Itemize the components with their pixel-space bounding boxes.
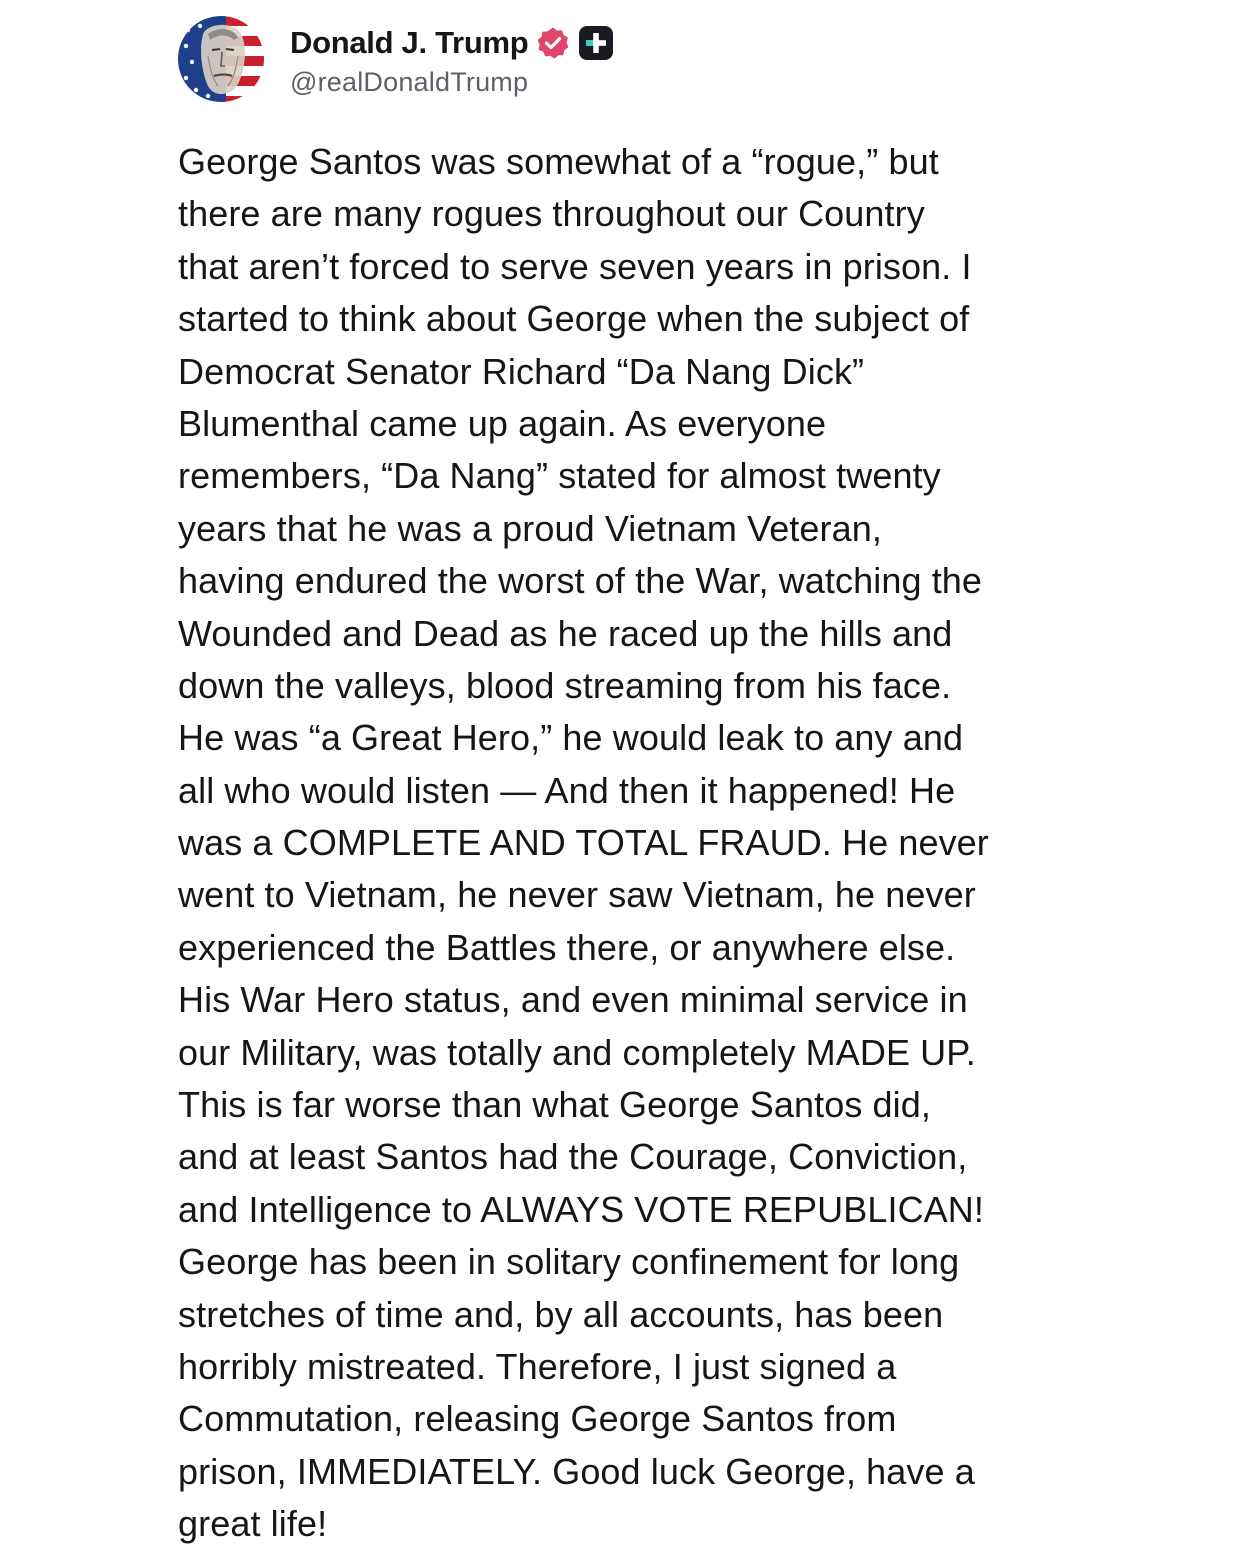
post-body-line: went to Vietnam, he never saw Vietnam, he never — [178, 874, 976, 916]
post-body-line: George has been in solitary confinement for long — [178, 1241, 960, 1283]
post-body-line: stretches of time and, by all accounts, has been — [178, 1293, 944, 1335]
post-body-line: experienced the Battles there, or anywhere else. — [178, 926, 956, 968]
post-body-line: there are many rogues throughout our Country — [178, 193, 925, 235]
post-body-line: and at least Santos had the Courage, Conviction, — [178, 1136, 968, 1178]
avatar[interactable] — [178, 16, 264, 102]
verified-badge-icon — [536, 26, 570, 60]
author-display-name[interactable]: Donald J. Trump — [290, 24, 529, 60]
post-body-line: all who would listen — And then it happened! He — [178, 769, 956, 811]
post-body-line: This is far worse than what George Santos did, — [178, 1084, 931, 1126]
post-body-line: our Military, was totally and completely MADE UP. — [178, 1031, 976, 1073]
post-body-line: horribly mistreated. Therefore, I just signed a — [178, 1345, 897, 1387]
post-body — [178, 136, 1218, 1551]
post-body-line: His War Hero status, and even minimal service in — [178, 979, 968, 1021]
post-body-line: prison, IMMEDIATELY. Good luck George, have a — [178, 1450, 975, 1492]
post-body-line: and Intelligence to ALWAYS VOTE REPUBLICAN! — [178, 1188, 984, 1230]
post-body-line: Blumenthal came up again. As everyone — [178, 402, 827, 444]
name-row — [290, 21, 614, 65]
post-body-line: He was “a Great Hero,” he would leak to any and — [178, 717, 964, 759]
post-body-line: Wounded and Dead as he raced up the hills and — [178, 612, 953, 654]
post-body-line: down the valleys, blood streaming from his face. — [178, 664, 952, 706]
author-handle[interactable]: @realDonaldTrump — [290, 66, 529, 97]
post-body-line: remembers, “Da Nang” stated for almost twenty — [178, 455, 941, 497]
post-body-line: years that he was a proud Vietnam Veteran, — [178, 507, 882, 549]
post-body-line: that aren’t forced to serve seven years in prison. I — [178, 245, 972, 287]
post-body-line: great life! — [178, 1503, 328, 1545]
post-header — [178, 14, 614, 104]
post-body-line: having endured the worst of the War, watching the — [178, 560, 983, 602]
post-body-line: George Santos was somewhat of a “rogue,” but — [178, 141, 939, 182]
author-identity — [290, 21, 614, 98]
plus-badge-icon — [578, 25, 614, 61]
post-body-line: was a COMPLETE AND TOTAL FRAUD. He never — [178, 822, 989, 864]
flag-portrait-avatar-icon — [178, 16, 264, 102]
post-body-line: Democrat Senator Richard “Da Nang Dick” — [178, 350, 865, 392]
post-body-line: Commutation, releasing George Santos from — [178, 1398, 897, 1440]
post-body-line: started to think about George when the subject of — [178, 298, 970, 340]
